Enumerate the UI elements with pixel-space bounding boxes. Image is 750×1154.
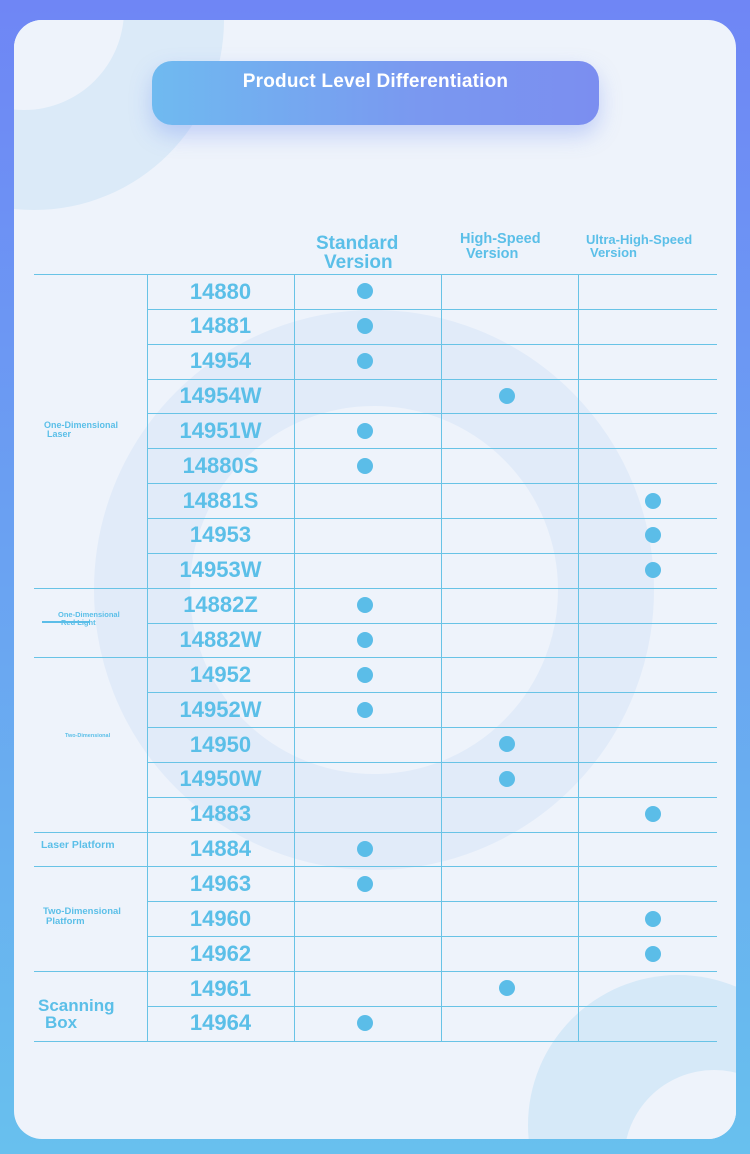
availability-dot — [645, 806, 661, 822]
group-divider-line — [34, 832, 717, 833]
availability-dot — [357, 876, 373, 892]
model-number: 14951W — [179, 417, 262, 443]
column-divider-line — [294, 274, 295, 1041]
model-number: 14952W — [179, 696, 262, 722]
group-divider-line — [34, 866, 717, 867]
model-number: 14950W — [179, 766, 262, 792]
availability-dot — [499, 388, 515, 404]
model-number: 14881 — [189, 313, 252, 339]
availability-dot — [645, 493, 661, 509]
product-card — [14, 20, 736, 1139]
availability-dot — [645, 946, 661, 962]
model-number: 14880 — [189, 278, 252, 304]
group-label-line: Red Light — [61, 617, 96, 627]
availability-dot — [357, 353, 373, 369]
model-number: 14954 — [189, 348, 252, 374]
availability-dot — [357, 423, 373, 439]
column-divider-line — [147, 274, 148, 1041]
model-number: 14884 — [189, 836, 252, 862]
group-label-scanning-box — [38, 997, 115, 1031]
availability-dot — [357, 1015, 373, 1031]
availability-dot — [645, 911, 661, 927]
group-divider-line — [34, 1041, 717, 1042]
availability-dot — [357, 283, 373, 299]
column-header-line: Version — [466, 245, 519, 262]
group-label-one-dimensional-red-light — [58, 611, 120, 626]
availability-dot — [357, 458, 373, 474]
model-number: 14963 — [189, 870, 252, 896]
model-number: 14961 — [189, 975, 252, 1001]
model-number: 14950 — [189, 731, 252, 757]
page-title: Product Level Differentiation — [242, 71, 509, 92]
availability-dot — [357, 318, 373, 334]
group-label-line: One-Dimensional — [58, 610, 120, 619]
group-label-line: Laser Platform — [41, 839, 115, 851]
availability-dot — [357, 667, 373, 683]
model-number: 14962 — [189, 940, 252, 966]
group-label-two-dimensional-platform — [43, 907, 121, 926]
model-number: 14883 — [189, 801, 252, 827]
model-number: 14952 — [189, 661, 252, 687]
column-header-line: Ultra-High-Speed — [586, 232, 693, 247]
model-number: 14880S — [182, 452, 259, 478]
availability-dot — [499, 771, 515, 787]
group-label-line: Platform — [46, 915, 85, 927]
group-divider-line — [34, 657, 717, 658]
group-label-line: Two-Dimensional — [65, 733, 111, 739]
model-number: 14964 — [189, 1010, 252, 1036]
group-label-line: One-Dimensional — [44, 420, 119, 430]
model-number: 14960 — [189, 905, 252, 931]
availability-dot — [645, 527, 661, 543]
column-divider-line — [441, 274, 442, 1041]
column-header-line: Version — [324, 252, 393, 273]
group-divider-line — [34, 971, 717, 972]
model-number: 14881S — [182, 487, 259, 513]
column-header-line: High-Speed — [460, 231, 541, 247]
table-header-line — [34, 274, 717, 275]
group-label-line: Laser — [47, 429, 72, 439]
product-table — [14, 20, 736, 1139]
group-label-laser-platform — [41, 840, 115, 851]
model-number: 14882Z — [183, 592, 258, 618]
group-label-line: Two-Dimensional — [43, 906, 121, 917]
group-label-line: Scanning — [38, 996, 115, 1015]
group-label-two-dimensional — [65, 734, 110, 740]
availability-dot — [357, 702, 373, 718]
availability-dot — [645, 562, 661, 578]
column-divider-line — [578, 274, 579, 1041]
model-number: 14953 — [189, 522, 252, 548]
model-number: 14954W — [179, 383, 262, 409]
column-header-line: Standard — [316, 233, 399, 254]
group-label-one-dimensional-laser — [44, 421, 118, 439]
column-header-line: Version — [590, 245, 637, 260]
group-divider-line — [34, 588, 717, 589]
availability-dot — [357, 632, 373, 648]
group-label-line: Box — [45, 1013, 78, 1032]
availability-dot — [499, 736, 515, 752]
model-number: 14953W — [179, 557, 262, 583]
availability-dot — [357, 841, 373, 857]
availability-dot — [357, 597, 373, 613]
availability-dot — [499, 980, 515, 996]
model-number: 14882W — [179, 627, 262, 652]
